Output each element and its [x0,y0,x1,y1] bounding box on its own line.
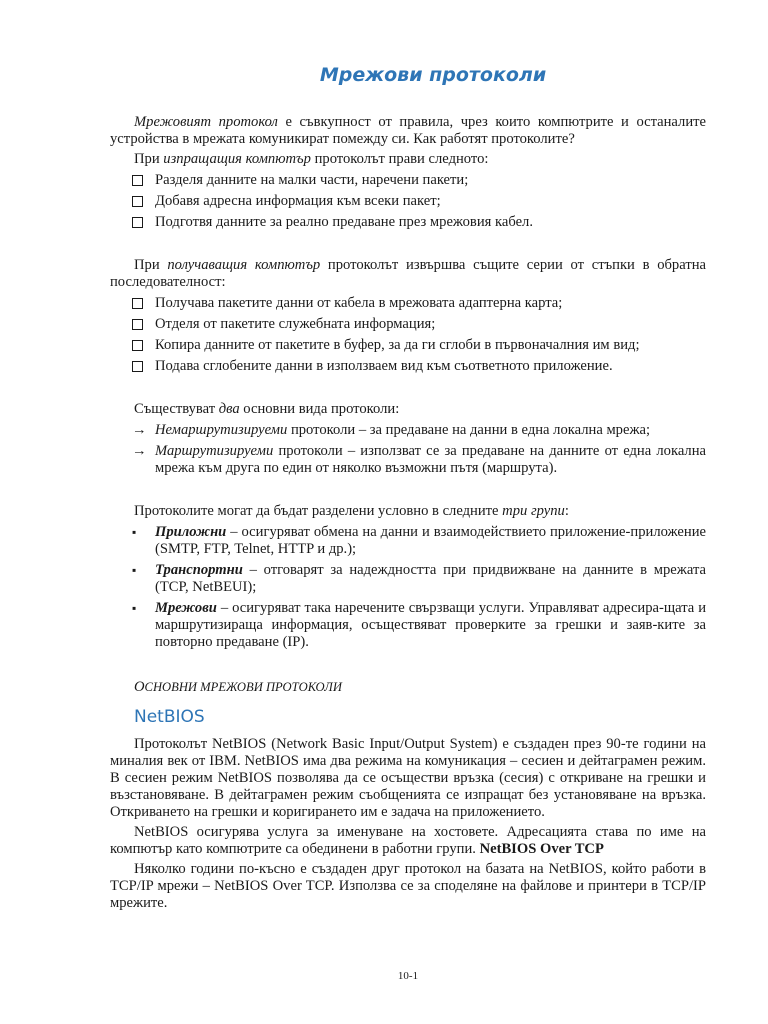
checkbox-icon [132,361,143,372]
arrow-right-icon: → [132,422,147,438]
list-item [110,316,706,333]
section-heading [110,679,706,696]
list-item [110,295,706,312]
type-text: протоколи – за предаване на данни в една локална мрежа; [287,422,651,438]
types-em: два [218,401,240,417]
type-name: Немаршрутизируеми [155,422,288,438]
intro-paragraph [110,114,706,148]
checkbox-icon [132,298,143,309]
page-number: 10-1 [397,970,419,982]
list-item [110,562,706,596]
list-item-text: Подава сглобените данни в използваем вид към съответното приложение. [155,358,613,374]
receiving-pre: При [134,257,168,273]
sending-list [110,172,706,231]
type-text: протоколи – използват се за предаване на данните от една локална мрежа към друга по един от няколко възможни пътя (маршрута). [155,443,706,476]
list-item [110,358,706,375]
list-item-text: Разделя данните на малки части, наречени пакети; [155,172,469,188]
receiving-post: протоколът извършва същите серии от стъпки в обратна последователност: [110,257,706,290]
groups-post: : [564,503,569,519]
checkbox-icon [132,196,143,207]
netbios-paragraph-1: Протоколът NetBIOS (Network Basic Input/Output System) е създаден през 90-те години на миналия век от IBM. NetBIOS има два режима на комуникация – сесиен и дейтаграмен режим. В сесиен режим NetBIOS позволява да се осъществи връзка (сесия) с откриване на грешки и възстановяване. В дейтаграмен режим съобщенията се изпращат без установяване на връзка. Откриването на грешки и коригирането им е задача на приложението. [110,736,706,820]
intro-text: е съвкупност от правила, чрез които компютрите и останалите устройства в мрежата комуникират помежду си. Как работят протоколите? [110,114,706,147]
list-item [110,422,706,439]
list-item [110,443,706,477]
list-item-text: Получава пакетите данни от кабела в мрежовата адаптерна карта; [155,295,563,311]
receiving-em: получаващия компютър [167,257,321,273]
square-bullet-icon: ▪ [132,563,137,577]
sending-pre: При [134,151,164,167]
list-item [110,214,706,231]
group-name: Транспортни [155,562,243,578]
list-item [110,337,706,354]
netbios-p2-text: NetBIOS осигурява услуга за именуване на хостовете. Адресацията става по име на компютър като компютрите са обединени в работни групи. [110,824,706,857]
checkbox-icon [132,175,143,186]
group-name: Мрежови [155,600,217,616]
list-item [110,600,706,651]
group-name: Приложни [155,524,227,540]
netbios-heading: NetBIOS [134,707,205,727]
group-text: – отговарят за надеждността при придвижване на данните в мрежата (TCP, NetBEUI); [155,562,706,595]
group-text: – осигуряват така наречените свързващи услуги. Управляват адресира-щата и маршрутизираща информация, осъществяват проверките за грешки и заяв-ките за повторно предаване (IP). [155,600,706,650]
types-post: основни вида протоколи: [239,401,400,417]
groups-intro [110,503,706,520]
square-bullet-icon: ▪ [132,525,137,539]
intro-term: Мрежовият протокол [134,114,278,130]
section-heading-rest: СНОВНИ МРЕЖОВИ ПРОТОКОЛИ [144,680,342,694]
section-heading-cap: О [134,679,145,695]
groups-list [110,524,706,651]
checkbox-icon [132,217,143,228]
list-item-text: Подготвя данните за реално предаване през мрежовия кабел. [155,214,533,230]
page-title: Мрежови протоколи [319,64,547,86]
list-item [110,524,706,558]
arrow-right-icon: → [132,443,147,459]
sending-intro [110,151,706,168]
groups-em: три групи [502,503,565,519]
receiving-intro [110,257,706,291]
types-list [110,422,706,477]
list-item [110,172,706,189]
checkbox-icon [132,340,143,351]
receiving-list [110,295,706,375]
list-item-text: Отделя от пакетите служебната информация; [155,316,436,332]
netbios-paragraph-2 [110,824,706,858]
type-name: Маршрутизируеми [155,443,274,459]
sending-post: протоколът прави следното: [310,151,489,167]
netbios-p2-bold: NetBIOS Over TCP [479,841,604,857]
group-text: – осигуряват обмена на данни и взаимодействието приложение-приложение (SMTP, FTP, Telnet, HTTP и др.); [155,524,706,557]
types-intro [110,401,706,418]
checkbox-icon [132,319,143,330]
square-bullet-icon: ▪ [132,601,137,615]
list-item-text: Добавя адресна информация към всеки пакет; [155,193,441,209]
netbios-paragraph-3: Няколко години по-късно е създаден друг протокол на базата на NetBIOS, който работи в TCP/IP мрежи – NetBIOS Over TCP. Използва се за споделяне на файлове и принтери в TCP/IP мрежите. [110,861,706,911]
list-item-text: Копира данните от пакетите в буфер, за да ги сглоби в първоначалния им вид; [155,337,640,353]
groups-pre: Протоколите могат да бъдат разделени условно в следните [134,503,503,519]
list-item [110,193,706,210]
types-pre: Съществуват [134,401,219,417]
sending-em: изпращащия компютър [163,151,311,167]
